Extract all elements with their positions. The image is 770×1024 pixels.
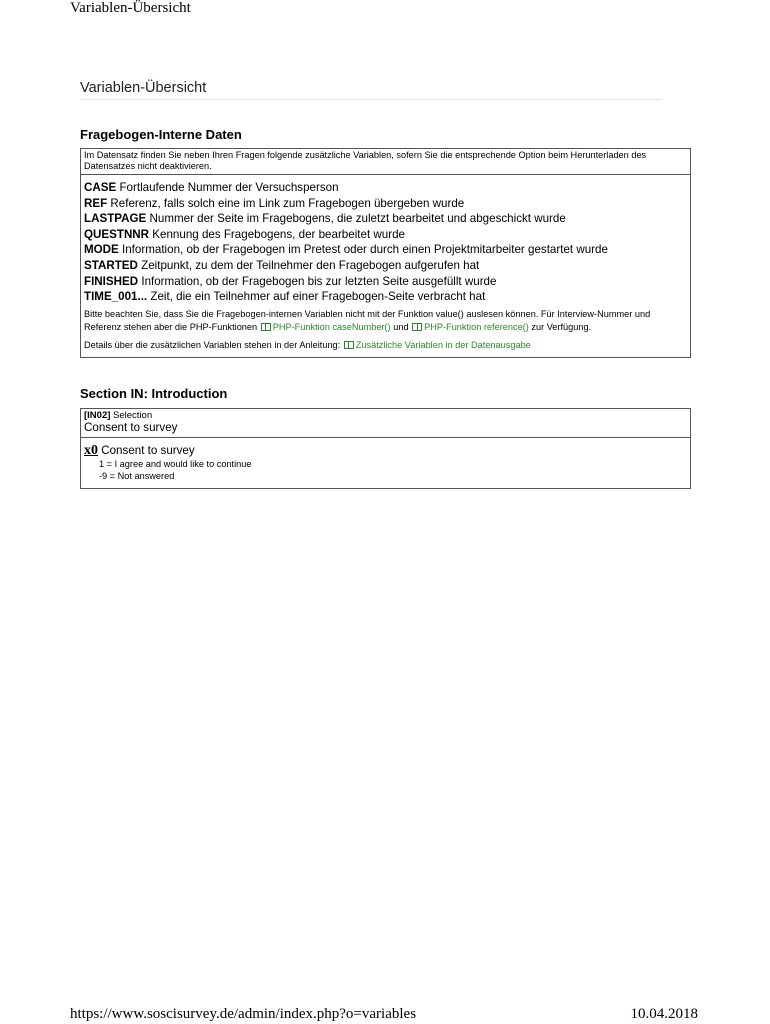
print-footer-url: https://www.soscisurvey.de/admin/index.php?o=variables <box>70 1006 417 1022</box>
link-casenumber[interactable]: PHP-Funktion caseNumber() <box>272 321 391 332</box>
php-function-hint <box>84 308 687 334</box>
variable-description: Fortlaufende Nummer der Versuchsperson <box>119 181 339 194</box>
internal-data-note: Im Datensatz finden Sie neben Ihren Fragen folgende zusätzliche Variablen, sofern Sie die entsprechende Option beim Herunterladen des Datensatzes nicht deaktivieren. <box>81 149 690 175</box>
answer-option: 1 = I agree and would like to continue <box>99 458 252 469</box>
variable-name: QUESTNNR <box>84 227 150 241</box>
details-text: Details über die zusätzlichen Variablen stehen in der Anleitung: <box>84 339 341 350</box>
manual-book-icon <box>344 341 354 349</box>
variable-name: FINISHED <box>84 274 139 288</box>
question-type: Selection <box>113 409 153 421</box>
print-footer-date: 10.04.2018 <box>630 1006 698 1022</box>
manual-book-icon <box>261 323 271 331</box>
main-content <box>80 80 662 489</box>
variable-description: Referenz, falls solch eine im Link zum Fragebogen übergeben wurde <box>110 196 465 210</box>
internal-variable-row <box>84 242 687 258</box>
variable-description: Kennung des Fragebogens, der bearbeitet wurde <box>152 227 405 241</box>
print-header-title: Variablen-Übersicht <box>70 0 191 16</box>
internal-variable-row <box>84 227 687 243</box>
variable-name: STARTED <box>84 258 138 272</box>
question-body <box>81 438 690 488</box>
variable-name: TIME_001... <box>84 290 148 304</box>
variable-description: Information, ob der Fragebogen im Pretest oder durch einen Projektmitarbeiter gestartet wurde <box>122 243 608 257</box>
internal-variable-row <box>84 211 687 227</box>
variable-description: Information, ob der Fragebogen bis zur letzten Seite ausgefüllt wurde <box>141 274 497 288</box>
internal-variable-row <box>84 196 687 212</box>
variable-name: CASE <box>84 181 117 194</box>
variable-description: Nummer der Seite im Fragebogens, die zuletzt bearbeitet und abgeschickt wurde <box>149 212 566 226</box>
variable-name: REF <box>84 196 108 210</box>
question-header <box>81 409 690 438</box>
section-heading: Section IN: Introduction <box>80 385 228 401</box>
question-id: [IN02] <box>84 409 111 421</box>
link-reference[interactable]: PHP-Funktion reference() <box>424 321 529 332</box>
internal-variable-row <box>84 274 687 290</box>
hint-and: und <box>393 321 409 332</box>
question-box <box>80 408 691 489</box>
internal-data-heading: Fragebogen-Interne Daten <box>80 127 242 142</box>
details-hint <box>84 339 687 352</box>
question-id-line <box>84 410 687 421</box>
hint-text-2: zur Verfügung. <box>531 321 592 332</box>
page-title: Variablen-Übersicht <box>80 80 662 100</box>
variable-name: MODE <box>84 243 119 257</box>
internal-data-box <box>80 148 691 358</box>
variable-name: LASTPAGE <box>84 212 147 226</box>
question-variable <box>84 443 687 458</box>
internal-variables-list <box>81 175 690 357</box>
internal-variable-row <box>84 289 687 305</box>
link-additional-variables[interactable]: Zusätzliche Variablen in der Datenausgabe <box>355 339 531 350</box>
internal-variable-row <box>84 258 687 274</box>
internal-variable-row <box>84 180 687 196</box>
hint-text-1: Bitte beachten Sie, dass Sie die Fragebogen-internen Variablen nicht mit der Funktion value() auslesen können. Für Interview-Nummer und Referenz stehen aber die PHP-Funktionen <box>84 308 651 332</box>
variable-description: Zeit, die ein Teilnehmer auf einer Fragebogen-Seite verbracht hat <box>150 290 486 304</box>
answer-option: -9 = Not answered <box>99 470 175 481</box>
manual-book-icon <box>412 323 422 331</box>
variable-label: Consent to survey <box>101 443 195 457</box>
variable-description: Zeitpunkt, zu dem der Teilnehmer den Fragebogen aufgerufen hat <box>141 258 480 272</box>
variable-code: x0 <box>84 442 98 458</box>
question-title: Consent to survey <box>84 420 178 434</box>
